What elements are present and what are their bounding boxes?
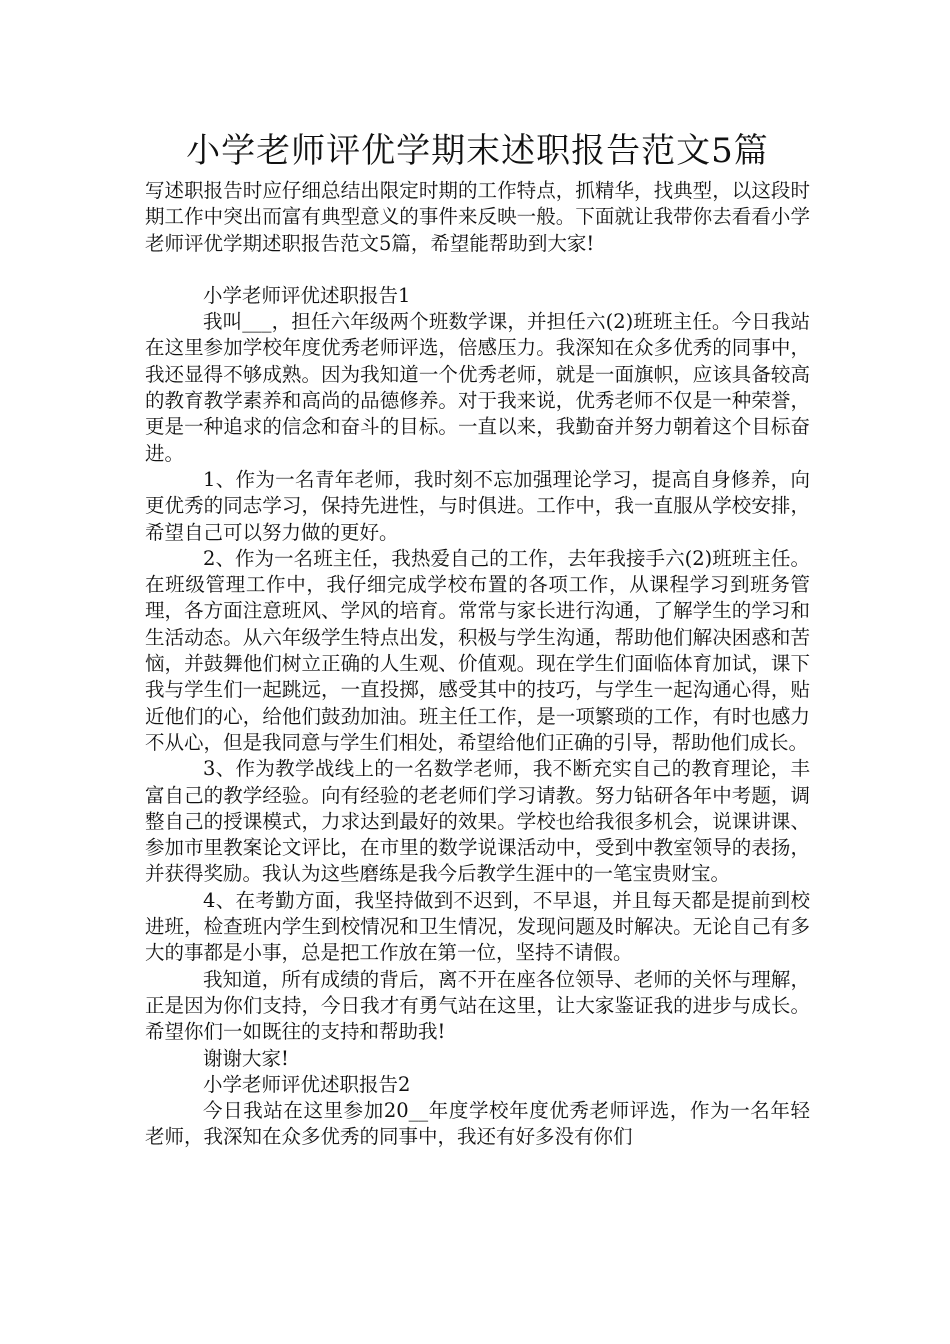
section-1-paragraph: 1、作为一名青年老师，我时刻不忘加强理论学习，提高自身修养，向更优秀的同志学习，保持先进性，与时俱进。工作中，我一直服从学校安排，希望自己可以努力做的更好。 (145, 467, 810, 544)
section-1-closing: 谢谢大家! (203, 1046, 289, 1070)
document-title: 小学老师评优学期末述职报告范文5篇 (186, 131, 769, 171)
section-2-paragraph: 今日我站在这里参加20__年度学校年度优秀老师评选，作为一名年轻老师，我深知在众多优秀的同事中，我还有好多没有你们 (145, 1099, 810, 1149)
section-1-heading: 小学老师评优述职报告1 (203, 283, 411, 307)
section-1-paragraph: 3、作为教学战线上的一名数学老师，我不断充实自己的教育理论，丰富自己的教学经验。向有经验的老老师们学习请教。努力钻研各年中考题，调整自己的授课模式，力求达到最好的效果。学校也给我很多机会，说课讲课、参加市里教案论文评比，在市里的数学说课活动中，受到中教室领导的表扬，并获得奖励。我认为这些磨练是我今后教学生涯中的一笔宝贵财宝。 (145, 757, 810, 886)
section-1-paragraph: 2、作为一名班主任，我热爱自己的工作，去年我接手六(2)班班主任。在班级管理工作中，我仔细完成学校布置的各项工作，从课程学习到班务管理，各方面注意班风、学风的培育。常常与家长进行沟通，了解学生的学习和生活动态。从六年级学生特点出发，积极与学生沟通，帮助他们解决困惑和苦恼，并鼓舞他们树立正确的人生观、价值观。现在学生们面临体育加试，课下我与学生们一起跳远，一直投掷，感受其中的技巧，与学生一起沟通心得，贴近他们的心，给他们鼓劲加油。班主任工作，是一项繁琐的工作，有时也感力不从心，但是我同意与学生们相处，希望给他们正确的引导，帮助他们成长。 (145, 546, 810, 754)
section-2-heading: 小学老师评优述职报告2 (203, 1072, 411, 1096)
document-page (145, 128, 810, 1151)
blank-line (145, 257, 810, 283)
intro-paragraph: 写述职报告时应仔细总结出限定时期的工作特点，抓精华，找典型，以这段时期工作中突出而富有典型意义的事件来反映一般。下面就让我带你去看看小学老师评优学期述职报告范文5篇，希望能帮助到大家! (145, 179, 810, 255)
section-1-paragraph: 4、在考勤方面，我坚持做到不迟到，不早退，并且每天都是提前到校进班，检查班内学生到校情况和卫生情况，发现问题及时解决。无论自己有多大的事都是小事，总是把工作放在第一位，坚持不请假。 (145, 888, 810, 965)
section-1-paragraph: 我知道，所有成绩的背后，离不开在座各位领导、老师的关怀与理解，正是因为你们支持，今日我才有勇气站在这里，让大家鉴证我的进步与成长。希望你们一如既往的支持和帮助我! (145, 967, 810, 1044)
section-1-paragraph: 我叫___，担任六年级两个班数学课，并担任六(2)班班主任。今日我站在这里参加学校年度优秀老师评选，倍感压力。我深知在众多优秀的同事中，我还显得不够成熟。因为我知道一个优秀老师，就是一面旗帜，应该具备较高的教育教学素养和高尚的品德修养。对于我来说，优秀老师不仅是一种荣誉，更是一种追求的信念和奋斗的目标。一直以来，我勤奋并努力朝着这个目标奋进。 (145, 310, 810, 465)
